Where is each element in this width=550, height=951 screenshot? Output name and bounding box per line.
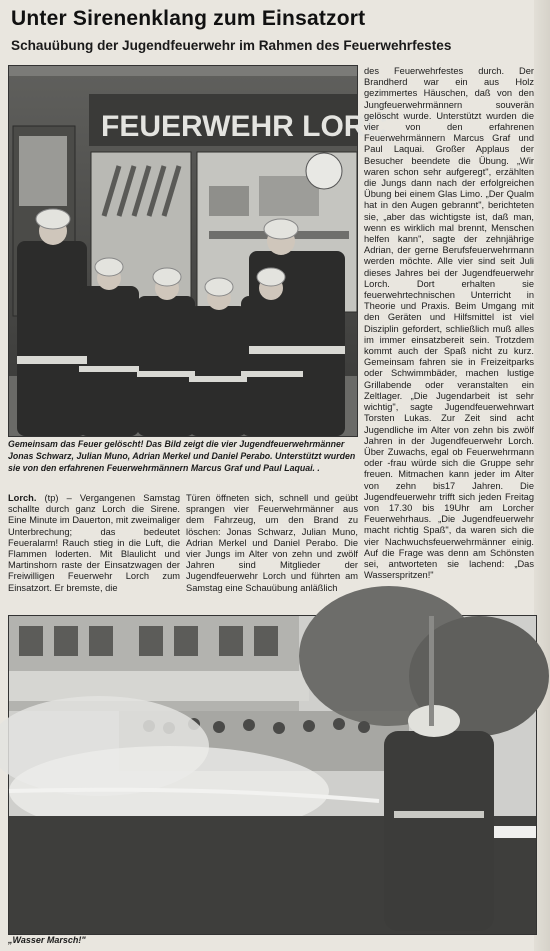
photo-youth-firefighters-illustration bbox=[9, 66, 388, 436]
photo-caption-top: Gemeinsam das Feuer gelöscht! Das Bild zeigt die vier Jugendfeuerwehrmänner Jonas Schwarz, Julian Muno, Adrian Merkel und Daniel Perabo. Unterstützt wurden sie von den erfahrenen Feuerwehrmännern Marcus Graf und Paul Laquai. . bbox=[8, 439, 356, 473]
dateline: Lorch. bbox=[8, 493, 37, 503]
column-3-text: des Feuerwehrfestes durch. Der Brandherd war ein aus Holz gezimmertes Häuschen, daß von den Jungfeuerwehrmännern souverän gelöscht wurde. Unterstützt wurden die vier von den erfahrenen Feuerwehrmännern Marcus Graf und Paul Laquai. Großer Applaus der Besucher beendete die Übung. „Wir waren schon sehr aufgeregt", erzählten die Jungs dann nach der erfolgreichen Übung bei einem Glas Limo. „Der Qualm hat in den Augen gebrannt", berichteten sie, „aber das wichtigste ist, daß man, wenn es wirklich mal brennt, Menschen helfen kann", sagte der zehnjährige Adrian, der gerne Berufsfeuerwehrmann werden möchte. Alle vier sind seit Juli dieses Jahres bei der Jugendfeuerwehr Lorch. Dort erhalten sie feuerwehrtechnischen Unterricht in Theorie und Praxis. Beim Umgang mit den Geräten und Hilfsmittel ist viel Disziplin gefordert, schließlich muß alles im immer einsatzbereit sein. Trotzdem kommt auch der Spaß nicht zu kurz. Gemeinsam fahren sie in Freizeitparks oder Schwimmbäder, machen lustige Grillabende oder veranstalten ein Zeltlager. „Die Jugendarbeit ist sehr wichtig", sagte Jugendfeuerwehrwart Torsten Lukas. Zur Zeit sind acht Jugendliche im Alter von zehn bis zwölf Jahren in der Jugendfeuerwehr Lorch. Über Zuwachs, egal ob Feuerwehrmann oder -frau würde sich die Gruppe sehr freuen. Mitmachen kann jeder im Alter von zehn bis17 Jahren. Die Jugendfeuerwehr trifft sich jeden Freitag von 17.30 bis 19Uhr am Lorcher Feuerwehrhaus. „Die Jugendfeuerwehr macht richtig Spaß", da waren sich die vier Nachwuchsfeuerwehrmänner einig. Auf die Frage was denn am Schönsten sei, antworteten sie lachend: „Das Wasserspritzen!" bbox=[364, 66, 534, 581]
photo-water-spraying-illustration bbox=[9, 616, 536, 934]
article-column-3 bbox=[364, 66, 534, 581]
article-column-2 bbox=[186, 493, 358, 594]
photo-caption-bottom: „Wasser Marsch!" bbox=[8, 935, 86, 945]
column-1-text: (tp) – Vergangenen Samstag schallte durch ganz Lorch die Sirene. Eine Minute im Dauerton, mit zweimaliger Unterbrechung; das bedeutet Feueralarm! Rauch stieg in die Luft, die Flammen loderten. Mit Blaulicht und Martinshorn raste der Einsatzwagen der Freiwilligen Feuerwehr Lorch zum Einsatzort. Er bremste, die bbox=[8, 493, 180, 593]
photo-youth-firefighters bbox=[8, 65, 388, 437]
photo-water-spraying bbox=[8, 615, 537, 935]
article-headline: Unter Sirenenklang zum Einsatzort bbox=[11, 7, 366, 30]
column-2-text: Türen öffneten sich, schnell und geübt sprangen vier Feuerwehrmänner aus dem Fahrzeug, um den Brand zu löschen: Jonas Schwarz, Julian Muno, Adrian Merkel und Daniel Perabo. Die vier Jungs im Alter von zehn und zwölf Jahren sind Mitglieder der Jugendfeuerwehr Lorch und führten am Samstag eine Schauübung anläßlich bbox=[186, 493, 358, 593]
article-column-1 bbox=[8, 493, 180, 594]
truck-lettering: FEUERWEHR LORC bbox=[101, 110, 388, 143]
article-subheadline: Schauübung der Jugendfeuerwehr im Rahmen des Feuerwehrfestes bbox=[11, 38, 452, 53]
